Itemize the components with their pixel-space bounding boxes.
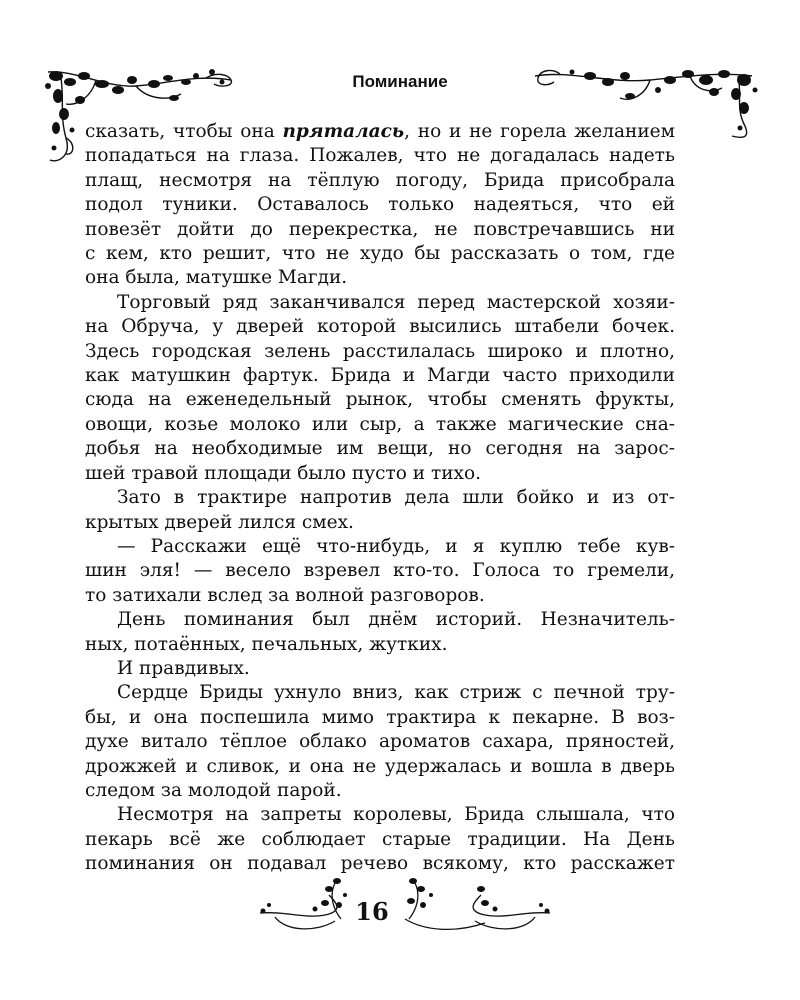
text-line: овощи, козье молоко или сыр, а также магические сна- xyxy=(85,413,675,435)
text-line: добья на необходимые им вещи, но сегодня на зарос- xyxy=(85,438,675,460)
text-line: шин эля! — весело взревел кто-то. Голоса то гремели, xyxy=(85,560,675,582)
text-line: крытых дверей лился смех. xyxy=(85,511,354,533)
text-line: поминания он подавал речево всякому, кто расскажет xyxy=(85,853,675,875)
emphasized-word: пряталась xyxy=(282,121,405,142)
body-text xyxy=(85,120,675,877)
text-line: как матушкин фартук. Брида и Магди часто приходили xyxy=(85,365,675,387)
text-line: духе витало тёплое облако ароматов сахара, пряностей, xyxy=(85,731,675,753)
text-line: бы, и она поспешила мимо трактира к пекарне. В воз- xyxy=(85,706,675,728)
text-line: попадаться на глаза. Пожалев, что не догадалась надеть xyxy=(85,145,675,167)
text-line: Торговый ряд заканчивался перед мастерской хозяи- xyxy=(117,291,675,313)
text-line: Несмотря на запреты королевы, Брида слышала, что xyxy=(117,804,675,826)
text-line: то затихали вслед за волной разговоров. xyxy=(85,584,485,606)
text-line: шей травой площади было пусто и тихо. xyxy=(85,462,481,484)
text-line: следом за молодой парой. xyxy=(85,779,342,801)
text-line: ных, потаённых, печальных, жутких. xyxy=(85,633,448,655)
text-line: плащ, несмотря на тёплую погоду, Брида присобрала xyxy=(85,169,675,191)
text-line: День поминания был днём историй. Незначитель- xyxy=(117,609,675,631)
text-line: сказать, чтобы она пряталась, но и не горела желанием xyxy=(85,121,675,142)
text-line: Сердце Бриды ухнуло вниз, как стриж с печной тру- xyxy=(117,682,675,704)
text-line: с кем, кто решит, что не худо бы рассказать о том, где xyxy=(85,243,675,265)
text-line: она была, матушке Магди. xyxy=(85,267,348,289)
text-line: Зато в трактире напротив дела шли бойко и из от- xyxy=(117,487,675,509)
text-line: сюда на еженедельный рынок, чтобы сменять фрукты, xyxy=(85,389,675,411)
text-line: И правдивых. xyxy=(117,657,250,679)
text-line: дрожжей и сливок, и она не удержалась и вошла в дверь xyxy=(85,755,675,777)
footer-ornament xyxy=(255,875,555,945)
text-line: пекарь всё же соблюдает старые традиции. На День xyxy=(85,828,675,850)
page-number: 16 xyxy=(355,897,389,926)
text-line: на Обруча, у дверей которой высились штабели бочек. xyxy=(85,316,675,338)
running-header-title: Поминание xyxy=(352,72,448,91)
text-line: Здесь городская зелень расстилалась широко и плотно, xyxy=(85,340,675,362)
text-line: повезёт дойти до перекрестка, не повстречавшись ни xyxy=(85,218,675,240)
text-line: подол туники. Оставалось только надеяться, что ей xyxy=(85,194,675,216)
text-line: — Расскажи ещё что-нибудь, и я куплю тебе кув- xyxy=(117,535,675,557)
